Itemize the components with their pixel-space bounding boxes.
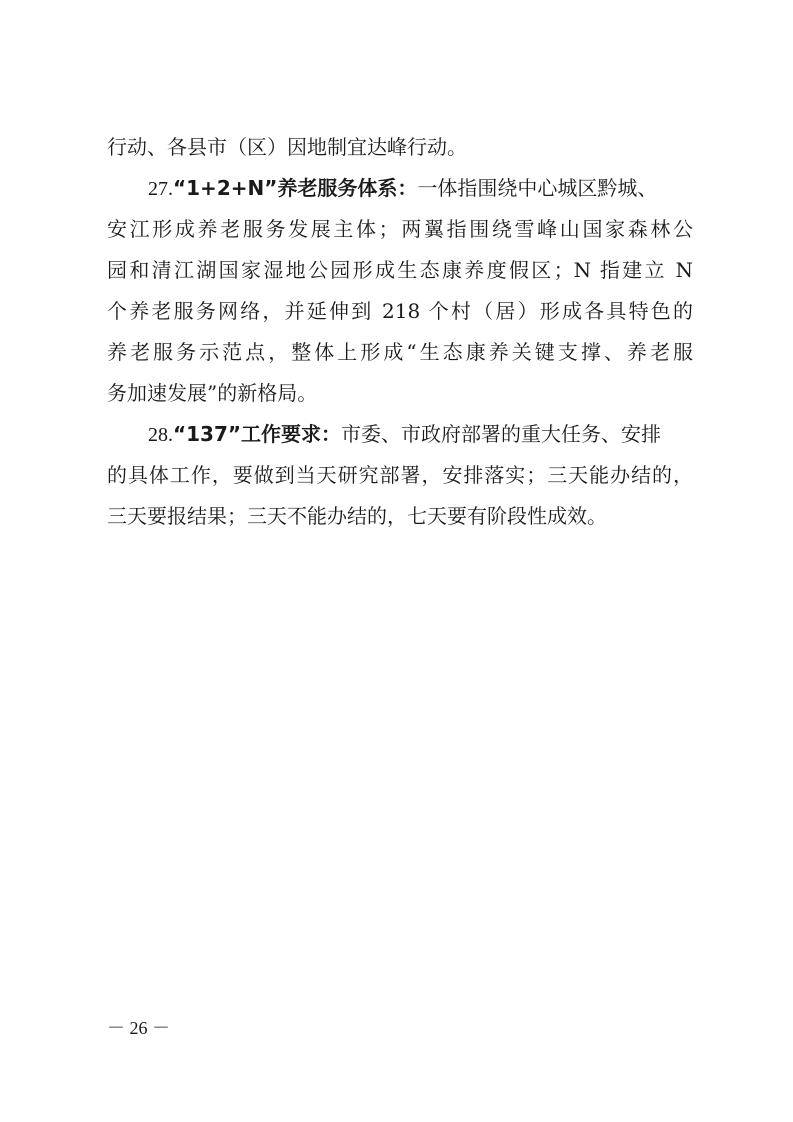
item-27-line — [107, 214, 693, 244]
item-27-text: 一体指围绕中心城区黔城、 — [417, 176, 658, 200]
item-27-number: 27. — [148, 178, 173, 200]
paragraph-line — [107, 132, 467, 162]
text-line: 园和清江湖国家湿地公园形成生态康养度假区；N 指建立 N — [107, 258, 693, 282]
text-line: 个养老服务网络，并延伸到 218 个村（居）形成各具特色的 — [107, 299, 693, 323]
item-28-first-line — [148, 419, 661, 449]
item-27-line — [107, 378, 317, 408]
text-line: 务加速发展”的新格局。 — [107, 381, 318, 405]
item-27-first-line — [148, 173, 657, 203]
item-27-line — [107, 296, 693, 326]
item-27-line — [107, 255, 693, 285]
text-line: 三天要报结果；三天不能办结的，七天要有阶段性成效。 — [107, 504, 607, 528]
item-28-line — [107, 460, 693, 490]
text-line: 养老服务示范点，整体上形成“生态康养关键支撑、养老服 — [107, 340, 693, 364]
item-28-line — [107, 501, 607, 531]
text-line: 行动、各县市（区）因地制宜达峰行动。 — [107, 135, 467, 159]
item-28-number: 28. — [148, 424, 173, 446]
item-27-heading: “1+2+N”养老服务体系： — [173, 176, 418, 200]
item-28-heading: “137”工作要求： — [173, 422, 342, 446]
item-28-text: 市委、市政府部署的重大任务、安排 — [341, 422, 662, 446]
text-line: 的具体工作，要做到当天研究部署，安排落实；三天能办结的， — [107, 463, 693, 487]
page-number: － 26 － — [107, 1018, 170, 1038]
item-27-line — [107, 337, 693, 367]
text-line: 安江形成养老服务发展主体；两翼指围绕雪峰山国家森林公 — [107, 217, 693, 241]
